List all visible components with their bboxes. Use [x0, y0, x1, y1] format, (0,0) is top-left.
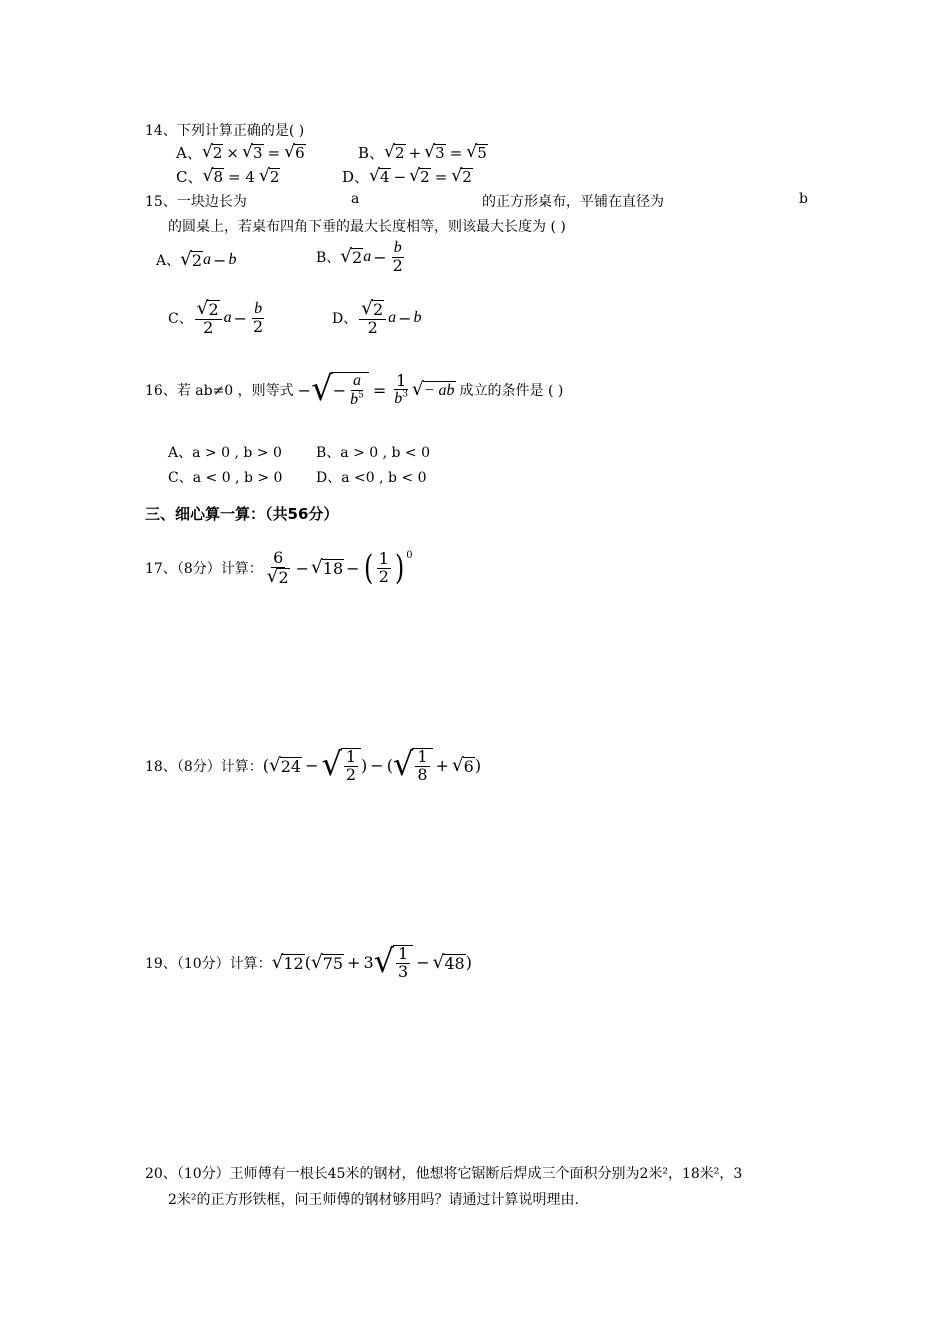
q15-option-d: D、 √ 2 2 a − b: [332, 298, 422, 337]
q18: 18、（8分）计算： ( √ 24 − √ $\frac{1}{2}$ ) − ( √ $\frac{1}{8}$ + √ 6 ): [145, 745, 482, 784]
q14-option-c: C、 √ 8 = 4 √ 2: [176, 165, 280, 186]
q16-stem: 16、若 ab≠0 ，则等式 − √ − $\frac{a}{b^5}$ = $\frac{1}{b^3}$ √ − ab 成立的条件是 ( ): [145, 369, 564, 409]
q15-var-b: b: [799, 191, 808, 207]
q14-stem: 14、下列计算正确的是( ): [145, 123, 305, 139]
q15-option-b: B、 √ 2 a − $\frac{b}{2}$: [316, 239, 403, 275]
q20-line2: 2米²的正方形铁框，问王师傅的钢材够用吗？请通过计算说明理由.: [168, 1192, 579, 1208]
q16-option-a: A、a > 0 , b > 0: [168, 445, 282, 461]
q14-option-b: B、 √ 2 + √ 3 = √ 5: [358, 141, 487, 162]
q20-line1: 20、（10分）王师傅有一根长45米的钢材，他想将它锯断后焊成三个面积分别为2米²，18米²，3: [145, 1166, 743, 1182]
section-3-title: 三、细心算一算：（共56分）: [145, 505, 339, 523]
q16-option-c: C、a < 0 , b > 0: [168, 470, 283, 486]
q15-stem-start: 15、一块边长为: [145, 194, 247, 210]
q16-option-d: D、a <0 , b < 0: [316, 470, 427, 486]
q16-option-b: B、a > 0 , b < 0: [316, 445, 431, 461]
q15-stem-line2: 的圆桌上，若桌布四角下垂的最大长度相等，则该最大长度为 ( ): [168, 219, 566, 235]
q15-option-c: C、 √ 2 2 a − $\frac{b}{2}$: [168, 298, 264, 337]
q15-var-a: a: [351, 191, 360, 207]
q14-option-d: D、 √ 4 − √ 2 = √ 2: [342, 165, 472, 186]
q17: 17、（8分）计算： 6 √ 2 − √ 18 − ( $\frac{1}{2}$ ) $^0$: [145, 548, 413, 589]
q15-option-a: A、 √ 2 a − b: [156, 248, 237, 270]
q19: 19、（10分）计算： √ 12 ( √ 75 + 3 √ $\frac{1}{3}$ − √ 48 ): [145, 942, 472, 981]
q15-stem-mid: 的正方形桌布，平铺在直径为: [482, 194, 664, 210]
q14-option-a: A、 √ 2 × √ 3 = √ 6: [176, 141, 305, 162]
